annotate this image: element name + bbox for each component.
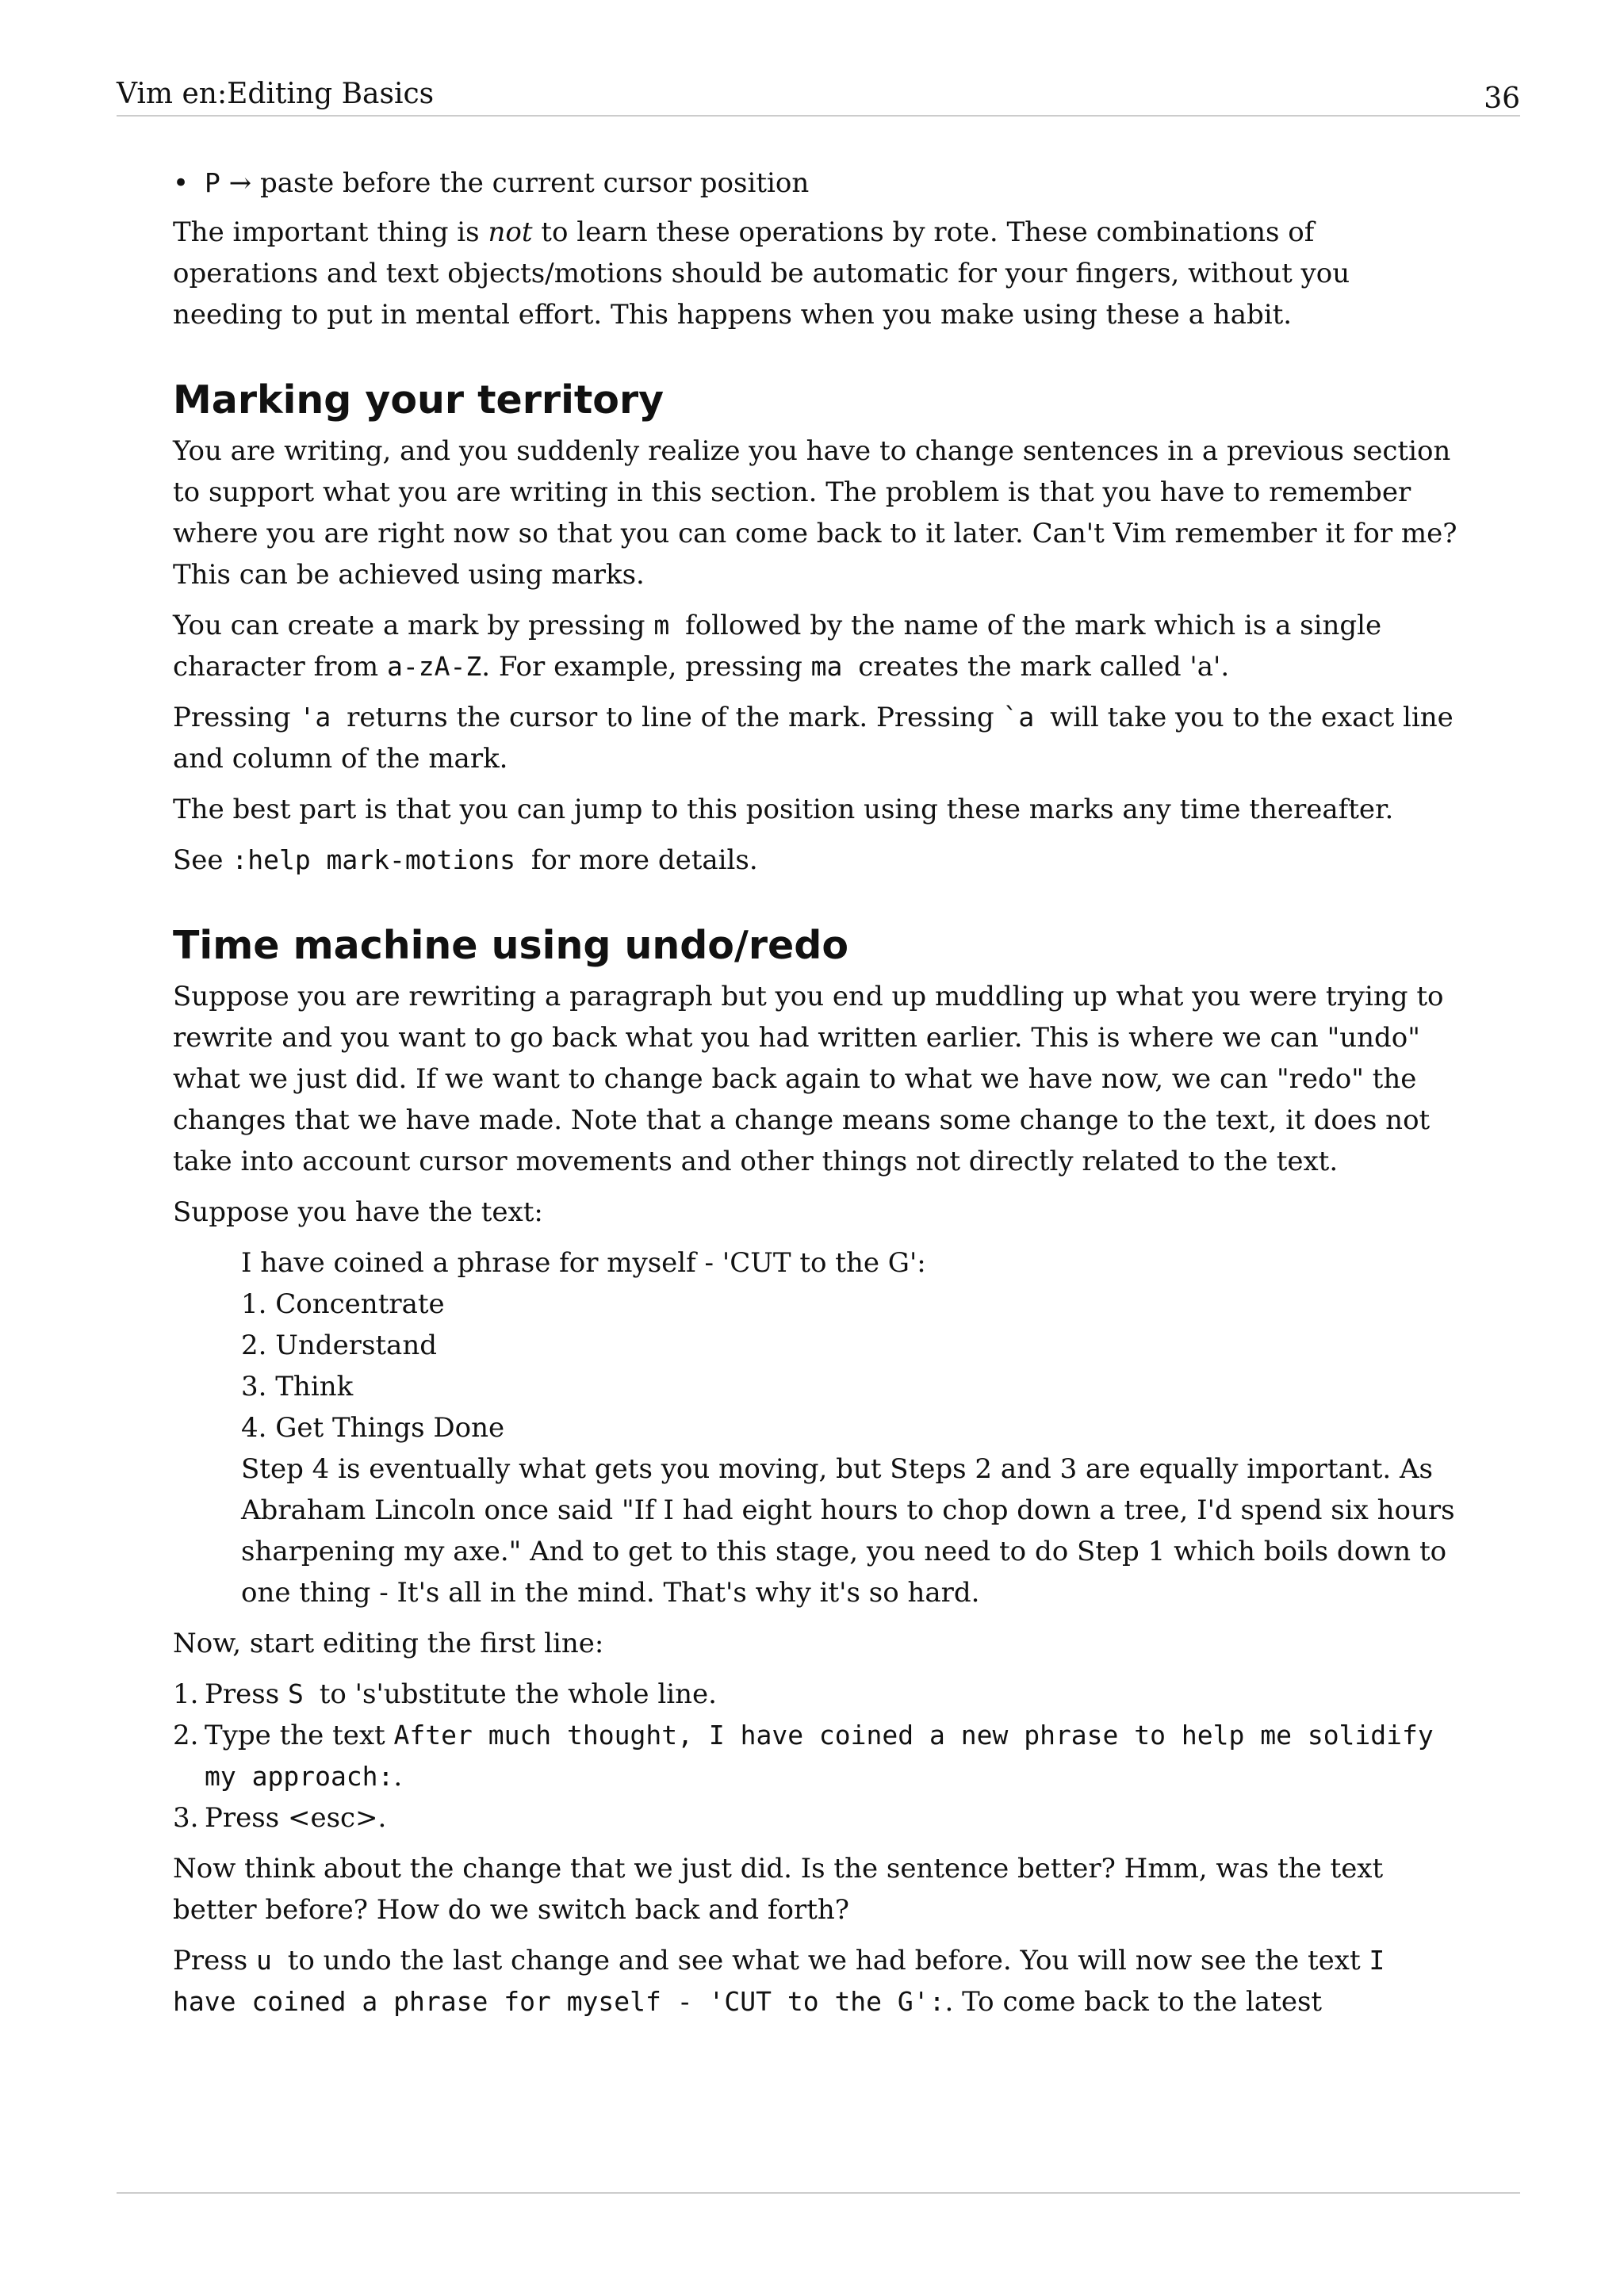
text: . (393, 1761, 403, 1793)
text: Press (205, 1678, 288, 1710)
list-number: 3. (173, 1802, 199, 1834)
undo-paragraph-5 (173, 1940, 1457, 2022)
example-line: 2. Understand (241, 1330, 437, 1361)
code-u: u (255, 1945, 288, 1976)
undo-paragraph-1: Suppose you are rewriting a paragraph but you end up muddling up what you were trying to rewrite and you want to go back what you had written earlier. This is where we can "undo" what we just did. If we want to change back again to what we have now, we can "redo" the changes that we have made. Note that a change means some change to the text, it does not take into account cursor movements and other things not directly related to the text. (173, 981, 1444, 1177)
text: See (173, 844, 232, 876)
section-heading-marking: Marking your territory (173, 377, 665, 423)
list-item (173, 1715, 1457, 1797)
text: Pressing (173, 702, 300, 733)
example-line: 1. Concentrate (241, 1288, 445, 1320)
steps-list (173, 1674, 1457, 1839)
marking-paragraph-4: The best part is that you can jump to this position using these marks any time thereafter. (173, 794, 1394, 825)
text: Press <esc>. (205, 1802, 387, 1834)
marking-paragraph-5 (173, 840, 1457, 881)
section-heading-undo: Time machine using undo/redo (173, 923, 848, 968)
bullet-item-paste (173, 163, 1457, 204)
text: will take you to the exact line and column of the mark. (173, 702, 1454, 775)
code-backtick-a: `a (1002, 702, 1051, 733)
intro-text-2: to learn these operations by rote. These combinations of operations and text objects/motions should be automatic for your fingers, without you needing to put in mental effort. This happens when you make using these a habit. (173, 216, 1350, 331)
page-header (117, 75, 1520, 117)
list-item (173, 1674, 1457, 1715)
list-number: 1. (173, 1678, 199, 1710)
list-number: 2. (173, 1720, 199, 1751)
marking-paragraph-2 (173, 605, 1457, 687)
text: Type the text (205, 1720, 394, 1751)
list-item (173, 1797, 1457, 1839)
marking-paragraph-3 (173, 697, 1457, 779)
example-text-block (241, 1242, 1457, 1613)
bullet-text: → paste before the current cursor position (220, 167, 810, 199)
text: for more details. (530, 844, 758, 876)
intro-text-1: The important thing is (173, 216, 488, 248)
text: . To come back to the latest (944, 1986, 1323, 2018)
text: to 's'ubstitute the whole line. (319, 1678, 717, 1710)
code-range: a-zA-Z (386, 651, 482, 682)
undo-paragraph-4: Now think about the change that we just did. Is the sentence better? Hmm, was the text better before? How do we switch back and forth? (173, 1853, 1384, 1926)
example-line: 4. Get Things Done (241, 1412, 505, 1444)
page-footer-rule (117, 2192, 1520, 2194)
undo-paragraph-3: Now, start editing the first line: (173, 1628, 604, 1659)
text: creates the mark called 'a'. (858, 651, 1230, 683)
intro-paragraph (173, 212, 1457, 335)
text: Press (173, 1945, 256, 1976)
text: . For example, pressing (481, 651, 811, 683)
code-key-p: P (205, 167, 220, 198)
page-number: 36 (1484, 82, 1520, 115)
text: You can create a mark by pressing (173, 610, 654, 641)
code-typed-text: After much thought, I have coined a new phrase to help me solidify my approach: (205, 1720, 1434, 1792)
running-title: Vim en:Editing Basics (117, 78, 435, 110)
page-body (173, 163, 1457, 2032)
marking-paragraph-1: You are writing, and you suddenly realize you have to change sentences in a previous section to support what you are writing in this section. The problem is that you have to remember where you are right now so that you can come back to it later. Can't Vim remember it for me? This can be achieved using marks. (173, 435, 1457, 591)
undo-paragraph-2: Suppose you have the text: (173, 1196, 543, 1228)
example-paragraph: Step 4 is eventually what gets you moving, but Steps 2 and 3 are equally important. As Abraham Lincoln once said "If I had eight hours to chop down a tree, I'd spend six hours sharpening my axe." And to get to this stage, you need to do Step 1 which boils down to one thing - It's all in the mind. That's why it's so hard. (241, 1453, 1455, 1609)
code-quote-a: 'a (299, 702, 347, 733)
code-s: S (287, 1678, 320, 1709)
bullet-mark: • (173, 167, 190, 199)
text: followed by the name of the mark which is a single character from (173, 610, 1382, 683)
intro-emphasis: not (488, 216, 533, 248)
code-m: m (653, 610, 686, 641)
code-help-mark-motions: :help mark-motions (232, 844, 531, 875)
code-ma: ma (810, 651, 859, 682)
text: returns the cursor to line of the mark. Pressing (347, 702, 1003, 733)
code-original-text: I have coined a phrase for myself - 'CUT to the G': (173, 1945, 1385, 2017)
example-line: I have coined a phrase for myself - 'CUT to the G': (241, 1247, 926, 1279)
example-line: 3. Think (241, 1371, 354, 1402)
text: to undo the last change and see what we had before. You will now see the text (287, 1945, 1369, 1976)
